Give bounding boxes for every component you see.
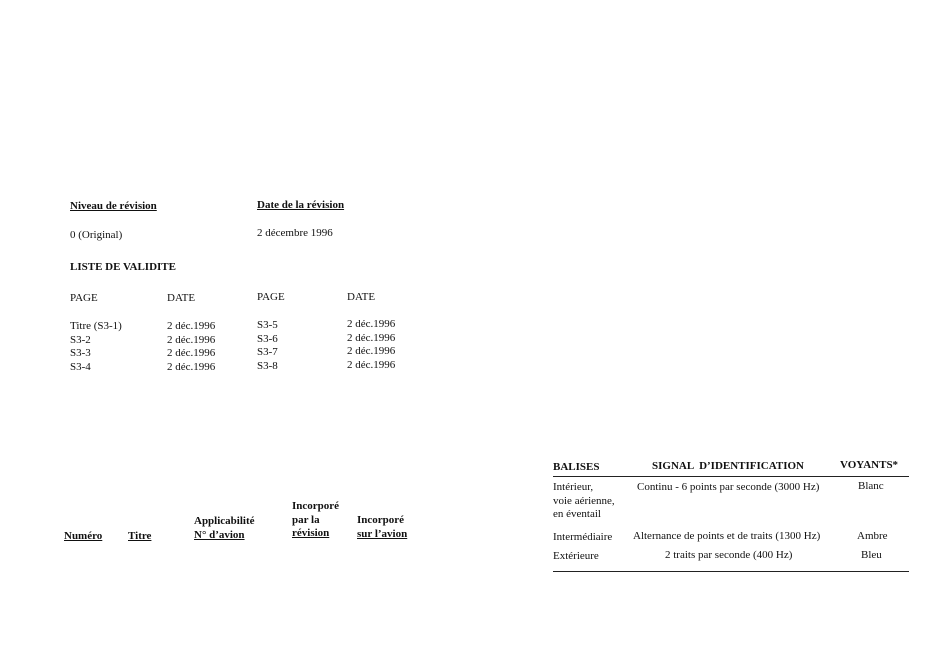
table-cell: S3-3	[70, 347, 91, 359]
table-cell: S3-7	[257, 346, 278, 358]
table-cell: 2 déc.1996	[347, 358, 396, 371]
amendments-incorpore-avion-header	[357, 514, 407, 541]
amendments-titre-header: Titre	[128, 530, 152, 542]
beacons-bottom-rule	[553, 571, 909, 572]
table-cell: 2 déc.1996	[347, 331, 396, 344]
header-line: N° d’avion	[194, 528, 245, 541]
validity-column-page-1	[70, 320, 122, 374]
table-cell: S3-4	[70, 360, 91, 373]
header-line: révision	[292, 527, 330, 539]
table-cell: S3-8	[257, 359, 278, 372]
header-line: sur l’avion	[357, 527, 408, 540]
beacon-name-line: en éventail	[553, 508, 601, 520]
table-cell: 2 déc.1996	[167, 320, 216, 332]
header-line: Applicabilité	[194, 515, 255, 527]
beacon-row-2-signal: Alternance de points et de traits (1300 Hz)	[633, 530, 821, 542]
revision-level-header: Niveau de révision	[70, 200, 157, 212]
table-cell: 2 déc.1996	[347, 318, 396, 330]
validity-header-date-2: DATE	[347, 291, 376, 303]
table-cell: S3-6	[257, 332, 278, 345]
revision-date-header: Date de la révision	[257, 199, 345, 211]
amendments-numero-header: Numéro	[64, 530, 103, 542]
amendments-applicabilite-header	[194, 515, 255, 542]
beacon-row-2-name: Intermédiaire	[553, 531, 613, 543]
validity-column-page-2	[257, 319, 278, 373]
validity-header-date-1: DATE	[167, 292, 196, 304]
beacon-row-3-name: Extérieure	[553, 550, 599, 562]
beacon-row-1-voyant: Blanc	[858, 480, 884, 492]
header-line: Incorporé	[357, 514, 405, 526]
beacon-row-1-signal: Continu - 6 points par seconde (3000 Hz)	[637, 481, 820, 493]
table-cell: 2 déc.1996	[167, 347, 216, 359]
beacon-row-2-voyant: Ambre	[857, 530, 888, 542]
revision-level-value: 0 (Original)	[70, 229, 123, 241]
table-cell: Titre (S3-1)	[70, 320, 122, 332]
beacons-header-signal: SIGNAL D’IDENTIFICATION	[652, 460, 804, 472]
beacon-row-3-signal: 2 traits par seconde (400 Hz)	[665, 549, 793, 561]
table-cell: 2 déc.1996	[167, 360, 216, 373]
table-cell: S3-2	[70, 333, 91, 346]
validity-title: LISTE DE VALIDITE	[70, 261, 176, 273]
header-line: par la	[292, 513, 320, 526]
beacon-row-3-voyant: Bleu	[861, 549, 882, 561]
beacons-top-rule	[553, 476, 909, 477]
table-cell: S3-5	[257, 319, 278, 331]
beacons-header-balises: BALISES	[553, 461, 600, 473]
validity-header-page-2: PAGE	[257, 291, 285, 303]
validity-column-date-2	[347, 318, 395, 372]
header-line: Incorporé	[292, 500, 340, 512]
beacon-name-line: voie aérienne,	[553, 494, 615, 507]
table-cell: 2 déc.1996	[347, 345, 396, 357]
beacons-header-voyants: VOYANTS*	[840, 459, 899, 471]
beacon-row-1-name	[553, 481, 615, 522]
table-cell: 2 déc.1996	[167, 333, 216, 346]
amendments-incorpore-revision-header	[292, 500, 339, 541]
validity-column-date-1	[167, 320, 215, 374]
validity-header-page-1: PAGE	[70, 292, 98, 304]
revision-date-value: 2 décembre 1996	[257, 227, 333, 239]
beacon-name-line: Intérieur,	[553, 481, 594, 493]
